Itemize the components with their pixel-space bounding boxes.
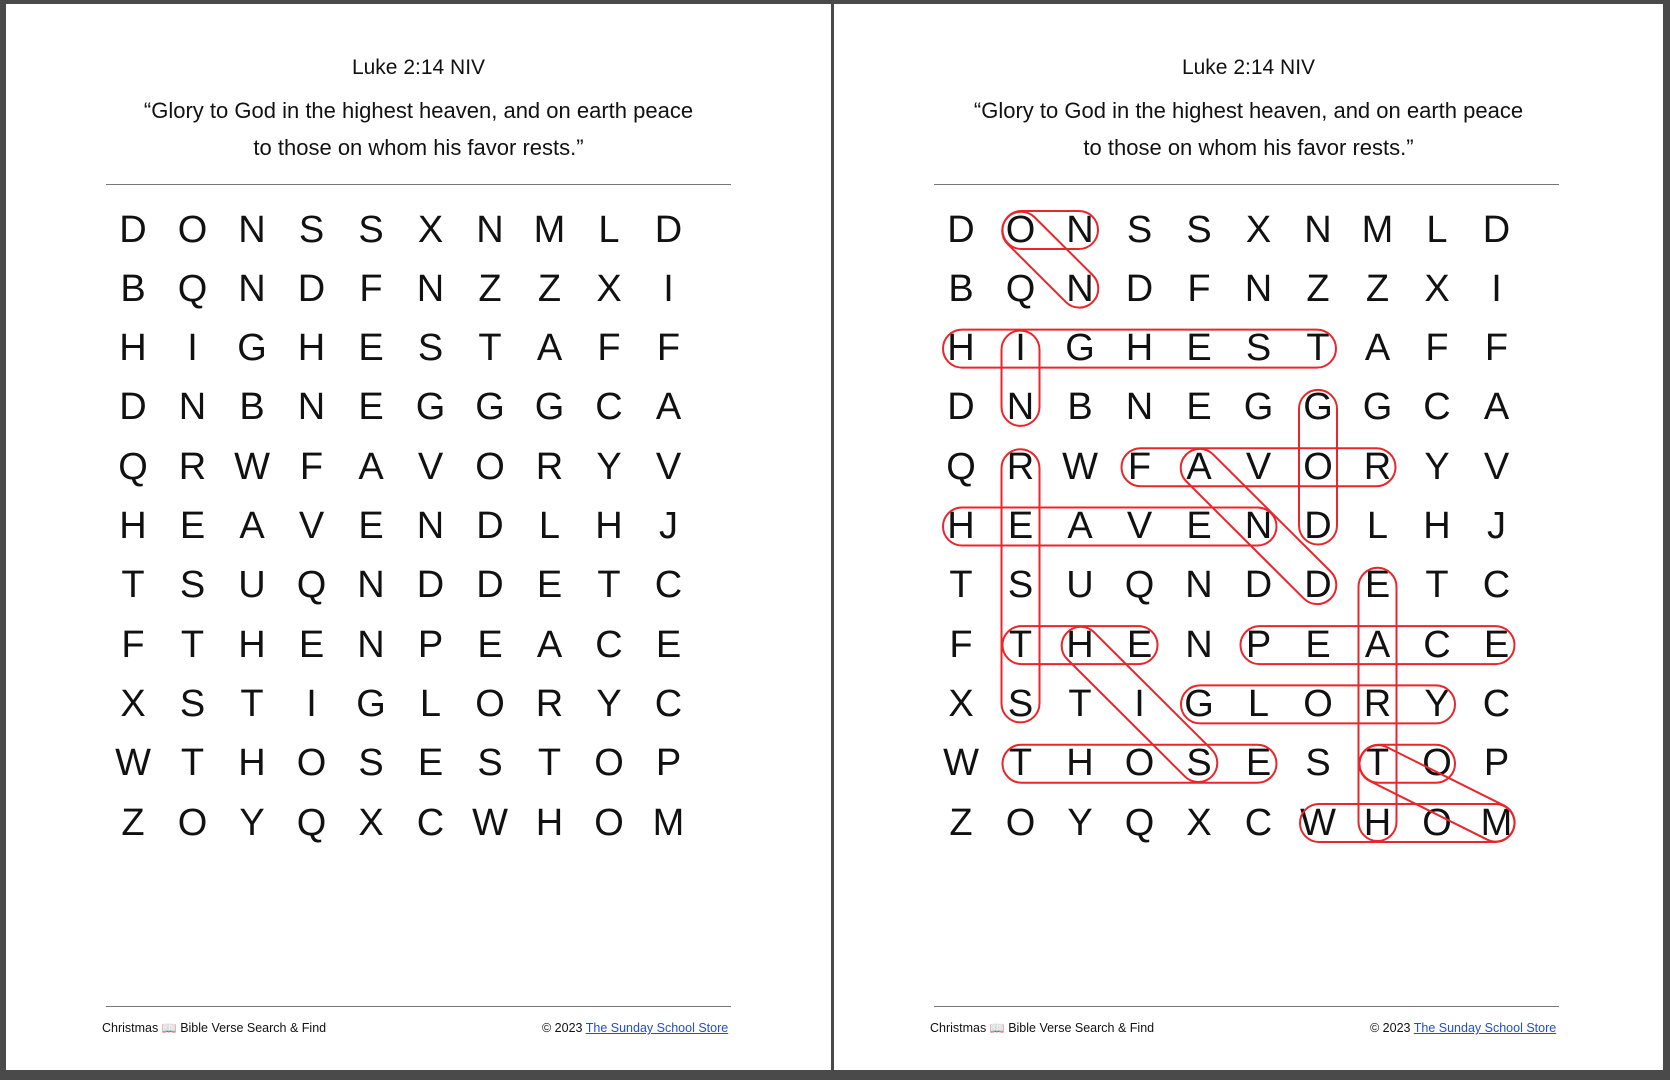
grid-letter: G: [534, 386, 565, 429]
grid-letter: Q: [1005, 267, 1036, 310]
puzzle-page: [6, 4, 831, 1070]
grid-letter: T: [1008, 742, 1033, 785]
grid-letter: R: [1363, 445, 1392, 488]
grid-letter: S: [298, 208, 325, 251]
grid-letter: C: [654, 682, 683, 725]
grid-letter: L: [538, 505, 561, 547]
grid-letter: D: [476, 564, 504, 607]
grid-letter: Z: [478, 267, 502, 310]
grid-letter: Y: [596, 445, 622, 488]
grid-letter: V: [298, 505, 325, 547]
grid-letter: I: [187, 327, 198, 370]
grid-letter: E: [179, 505, 206, 547]
grid-letter: D: [947, 386, 975, 429]
grid-letter: Y: [1067, 801, 1093, 844]
grid-letter: A: [1186, 445, 1212, 488]
grid-letter: T: [478, 327, 502, 370]
grid-letter: A: [239, 505, 265, 547]
grid-letter: Z: [121, 801, 145, 844]
grid-letter: N: [1185, 623, 1213, 666]
grid-letter: E: [1364, 564, 1391, 607]
grid-letter: D: [297, 267, 326, 310]
grid-letter: U: [238, 564, 266, 607]
grid-letter: C: [1482, 564, 1511, 607]
grid-letter: D: [947, 208, 975, 251]
grid-letter: N: [476, 208, 504, 251]
grid-letter: E: [1483, 623, 1510, 666]
grid-letter: W: [1062, 445, 1098, 488]
footer-suffix: Bible Verse Search & Find: [180, 1021, 327, 1035]
grid-letter: C: [1423, 386, 1451, 429]
grid-letter: R: [1363, 682, 1392, 725]
grid-letter: N: [416, 267, 445, 310]
grid-letter: F: [1127, 445, 1152, 488]
grid-letter: I: [1491, 267, 1502, 310]
verse-line: “Glory to God in the highest heaven, and on earth peace: [973, 98, 1524, 123]
grid-letter: O: [1124, 742, 1155, 785]
grid-letter: F: [299, 445, 324, 488]
grid-letter: T: [121, 564, 145, 607]
grid-letter: J: [1487, 505, 1506, 547]
grid-letter: D: [476, 505, 504, 547]
grid-letter: N: [1185, 564, 1213, 607]
footer-prefix: Christmas: [102, 1021, 159, 1035]
grid-letter: F: [1484, 327, 1509, 370]
grid-letter: O: [1303, 682, 1333, 725]
grid-letter: E: [1186, 505, 1212, 547]
footer-prefix: Christmas: [930, 1021, 987, 1035]
solution-highlight-his: [1054, 619, 1225, 790]
grid-letter: G: [415, 386, 446, 429]
grid-letter: G: [1243, 386, 1274, 429]
grid-letter: C: [1244, 801, 1273, 844]
solution-highlight-rests: [1002, 449, 1040, 722]
grid-letter: L: [598, 208, 620, 251]
grid-letter: S: [1186, 742, 1212, 785]
grid-letter: N: [238, 267, 266, 310]
grid-letter: C: [416, 801, 445, 844]
grid-letter: Q: [946, 445, 976, 488]
grid-letter: F: [1187, 267, 1211, 310]
grid-letter: H: [1363, 801, 1392, 844]
grid-letter: Z: [1306, 267, 1330, 310]
grid-letter: E: [358, 505, 384, 547]
grid-letter: A: [536, 623, 563, 666]
grid-letter: P: [1245, 623, 1272, 666]
grid-letter: H: [119, 505, 147, 547]
grid-letter: I: [306, 682, 317, 725]
grid-letter: E: [358, 327, 384, 370]
solution-highlight-in: [1002, 331, 1040, 426]
grid-letter: F: [656, 327, 681, 370]
solution-highlight-the: [1003, 626, 1158, 664]
grid-letter: D: [654, 208, 683, 251]
grid-letter: Q: [1124, 801, 1155, 844]
grid-letter: N: [178, 386, 207, 429]
grid-letter: Y: [596, 682, 622, 725]
grid-letter: W: [472, 801, 508, 844]
grid-letter: N: [1244, 505, 1273, 547]
grid-letter: H: [297, 327, 326, 370]
grid-letter: Q: [118, 445, 148, 488]
grid-letter: D: [1482, 208, 1511, 251]
grid-letter: I: [663, 267, 674, 310]
grid-letter: W: [1300, 801, 1336, 844]
grid-letter: N: [238, 208, 266, 251]
grid-letter: W: [115, 742, 151, 785]
grid-letter: Q: [296, 564, 327, 607]
grid-letter: G: [475, 386, 505, 429]
grid-letter: S: [1245, 327, 1272, 370]
grid-letter: C: [654, 564, 683, 607]
grid-letter: D: [1304, 505, 1332, 547]
footer-copyright: [542, 1021, 728, 1035]
grid-letter: E: [655, 623, 682, 666]
grid-letter: Q: [296, 801, 327, 844]
grid-letter: R: [535, 682, 564, 725]
grid-letter: X: [596, 267, 622, 310]
grid-letter: T: [240, 682, 264, 725]
grid-letter: B: [948, 267, 974, 310]
grid-letter: T: [949, 564, 973, 607]
solution-highlight-to: [1360, 745, 1456, 783]
grid-letter: P: [417, 623, 444, 666]
grid-letter: Y: [1424, 445, 1450, 488]
grid-letter: O: [594, 742, 624, 785]
grid-letter: O: [177, 208, 208, 251]
grid-letter: F: [597, 327, 621, 370]
grid-letter: B: [1067, 386, 1093, 429]
footer-divider: [106, 1006, 731, 1007]
grid-letter: O: [1303, 445, 1333, 488]
grid-letter: H: [119, 327, 147, 370]
verse-reference: Luke 2:14 NIV: [1181, 56, 1316, 79]
grid-letter: E: [1186, 327, 1212, 370]
grid-letter: X: [358, 801, 384, 844]
footer-title: [102, 1021, 326, 1035]
grid-letter: X: [1245, 208, 1272, 251]
grid-letter: O: [1005, 208, 1036, 251]
grid-letter: N: [1244, 267, 1273, 310]
footer-divider: [934, 1006, 1559, 1007]
grid-letter: E: [1245, 742, 1272, 785]
grid-letter: M: [533, 208, 566, 251]
solution-highlight-earth: [1359, 568, 1397, 841]
grid-letter: X: [120, 682, 146, 725]
grid-letter: A: [1364, 327, 1391, 370]
grid-letter: E: [477, 623, 503, 666]
grid-letter: Y: [239, 801, 265, 844]
grid-letter: T: [180, 742, 205, 785]
grid-letter: S: [1305, 742, 1331, 785]
grid-letter: X: [948, 682, 974, 725]
grid-letter: T: [1365, 742, 1390, 785]
grid-letter: S: [1007, 564, 1034, 607]
grid-letter: G: [237, 327, 267, 370]
verse-text: [834, 92, 1663, 166]
grid-letter: G: [356, 682, 386, 725]
grid-letter: A: [1483, 386, 1510, 429]
grid-letter: G: [1184, 682, 1214, 725]
grid-letter: N: [1006, 386, 1035, 429]
grid-letter: E: [1186, 386, 1212, 429]
grid-letter: S: [179, 564, 206, 607]
solution-highlight-tom: [1353, 739, 1521, 848]
grid-letter: E: [417, 742, 444, 785]
store-link[interactable]: The Sunday School Store: [1413, 1021, 1557, 1035]
grid-letter: G: [1065, 327, 1095, 370]
grid-letter: M: [1480, 801, 1513, 844]
grid-letter: T: [537, 742, 562, 785]
grid-letter: A: [1067, 505, 1093, 547]
grid-letter: O: [177, 801, 208, 844]
grid-letter: V: [417, 445, 444, 488]
solution-highlight-favor: [1122, 448, 1396, 486]
grid-letter: C: [1423, 623, 1451, 666]
grid-letter: W: [943, 742, 979, 785]
grid-letter: C: [595, 623, 623, 666]
grid-letter: O: [475, 445, 505, 488]
grid-letter: J: [659, 505, 678, 547]
verse-line: to those on whom his favor rests.”: [1083, 135, 1414, 160]
footer-title: [930, 1021, 1154, 1035]
grid-letter: X: [1424, 267, 1450, 310]
solution-highlight-heaven: [943, 508, 1277, 546]
grid-letter: F: [359, 267, 383, 310]
grid-letter: N: [1125, 386, 1154, 429]
grid-letter: Y: [1424, 682, 1450, 725]
grid-letter: N: [297, 386, 326, 429]
grid-letter: V: [1483, 445, 1510, 488]
grid-letter: W: [234, 445, 270, 488]
grid-letter: T: [1068, 682, 1092, 725]
grid-letter: R: [535, 445, 564, 488]
copyright-text: © 2023: [542, 1021, 583, 1035]
grid-letter: O: [296, 742, 327, 785]
grid-letter: B: [120, 267, 146, 310]
grid-letter: E: [1126, 623, 1153, 666]
grid-letter: T: [1425, 564, 1449, 607]
solution-highlight-peace: [1241, 626, 1515, 664]
grid-letter: D: [119, 208, 147, 251]
letter-grid: [106, 184, 731, 884]
grid-letter: N: [1066, 267, 1094, 310]
grid-letter: P: [1483, 742, 1510, 785]
book-icon: 📖: [161, 1021, 177, 1035]
grid-letter: Z: [949, 801, 973, 844]
grid-letter: D: [416, 564, 445, 607]
grid-letter: M: [1361, 208, 1394, 251]
grid-letter: O: [1005, 801, 1036, 844]
verse-line: to those on whom his favor rests.”: [253, 135, 584, 160]
grid-letter: D: [1125, 267, 1154, 310]
grid-letter: F: [121, 623, 145, 666]
grid-letter: V: [1126, 505, 1153, 547]
solution-highlight-and: [1173, 441, 1344, 612]
grid-letter: T: [180, 623, 205, 666]
answer-key-page: [834, 4, 1663, 1070]
grid-letter: A: [655, 386, 682, 429]
grid-letter: R: [178, 445, 207, 488]
verse-reference: Luke 2:14 NIV: [351, 56, 486, 79]
grid-letter: N: [357, 623, 385, 666]
grid-letter: D: [1304, 564, 1332, 607]
grid-letter: H: [1066, 623, 1094, 666]
grid-letter: N: [1066, 208, 1094, 251]
footer-copyright: [1370, 1021, 1556, 1035]
copyright-text: © 2023: [1370, 1021, 1411, 1035]
grid-letter: E: [536, 564, 563, 607]
grid-letter: E: [358, 386, 384, 429]
grid-letter: H: [595, 505, 623, 547]
grid-letter: O: [1422, 742, 1452, 785]
grid-letter: G: [1362, 386, 1393, 429]
verse-line: “Glory to God in the highest heaven, and on earth peace: [143, 98, 694, 123]
grid-letter: H: [238, 623, 266, 666]
grid-letter: T: [1008, 623, 1033, 666]
grid-letter: F: [1425, 327, 1449, 370]
grid-letter: H: [1125, 327, 1154, 370]
grid-letter: D: [1244, 564, 1273, 607]
grid-letter: E: [1305, 623, 1331, 666]
grid-letter: D: [119, 386, 147, 429]
grid-letter: S: [1007, 682, 1034, 725]
grid-letter: X: [417, 208, 444, 251]
grid-letter: X: [1186, 801, 1212, 844]
solution-highlight-on: [994, 204, 1106, 316]
grid-letter: Z: [537, 267, 562, 310]
grid-letter: H: [947, 327, 975, 370]
grid-letter: I: [1134, 682, 1145, 725]
grid-letter: R: [1006, 445, 1035, 488]
grid-letter: S: [1126, 208, 1153, 251]
grid-letter: F: [949, 623, 973, 666]
store-link[interactable]: The Sunday School Store: [585, 1021, 729, 1035]
grid-letter: Q: [177, 267, 208, 310]
grid-letter: S: [358, 208, 384, 251]
grid-letter: A: [358, 445, 384, 488]
grid-letter: B: [239, 386, 265, 429]
grid-letter: H: [1066, 742, 1094, 785]
grid-letter: O: [594, 801, 624, 844]
solution-highlight-those: [1003, 745, 1277, 783]
grid-letter: U: [1066, 564, 1094, 607]
grid-letter: O: [475, 682, 505, 725]
grid-letter: S: [358, 742, 384, 785]
grid-letter: S: [417, 327, 444, 370]
grid-letter: N: [416, 505, 445, 547]
book-icon: 📖: [989, 1021, 1005, 1035]
grid-letter: N: [357, 564, 385, 607]
grid-letter: Z: [1365, 267, 1390, 310]
grid-letter: C: [595, 386, 623, 429]
grid-letter: M: [652, 801, 685, 844]
solution-highlight-god: [1299, 390, 1337, 545]
footer-suffix: Bible Verse Search & Find: [1008, 1021, 1155, 1035]
grid-letter: V: [655, 445, 682, 488]
solution-overlay: [934, 184, 1559, 884]
grid-letter: L: [1426, 208, 1448, 251]
grid-letter: V: [1245, 445, 1272, 488]
grid-letter: E: [298, 623, 325, 666]
verse-text: [6, 92, 831, 166]
grid-letter: E: [1007, 505, 1034, 547]
solution-highlight-glory: [1181, 685, 1455, 723]
grid-letter: L: [419, 682, 442, 725]
grid-letter: A: [536, 327, 563, 370]
grid-letter: I: [1015, 327, 1026, 370]
grid-letter: O: [1422, 801, 1452, 844]
grid-letter: H: [238, 742, 266, 785]
grid-letter: H: [535, 801, 564, 844]
grid-letter: H: [1423, 505, 1451, 547]
grid-letter: T: [1306, 327, 1330, 370]
grid-letter: L: [1247, 682, 1270, 725]
grid-letter: S: [179, 682, 206, 725]
grid-letter: P: [655, 742, 682, 785]
grid-letter: S: [477, 742, 503, 785]
grid-letter: N: [1304, 208, 1332, 251]
grid-letter: S: [1186, 208, 1212, 251]
grid-letter: H: [947, 505, 975, 547]
grid-letter: A: [1364, 623, 1391, 666]
solution-highlight-on: [1003, 211, 1099, 249]
grid-letter: Q: [1124, 564, 1155, 607]
grid-letter: L: [1366, 505, 1389, 547]
grid-letter: C: [1482, 682, 1511, 725]
grid-letter: G: [1303, 386, 1333, 429]
grid-letter: T: [597, 564, 621, 607]
